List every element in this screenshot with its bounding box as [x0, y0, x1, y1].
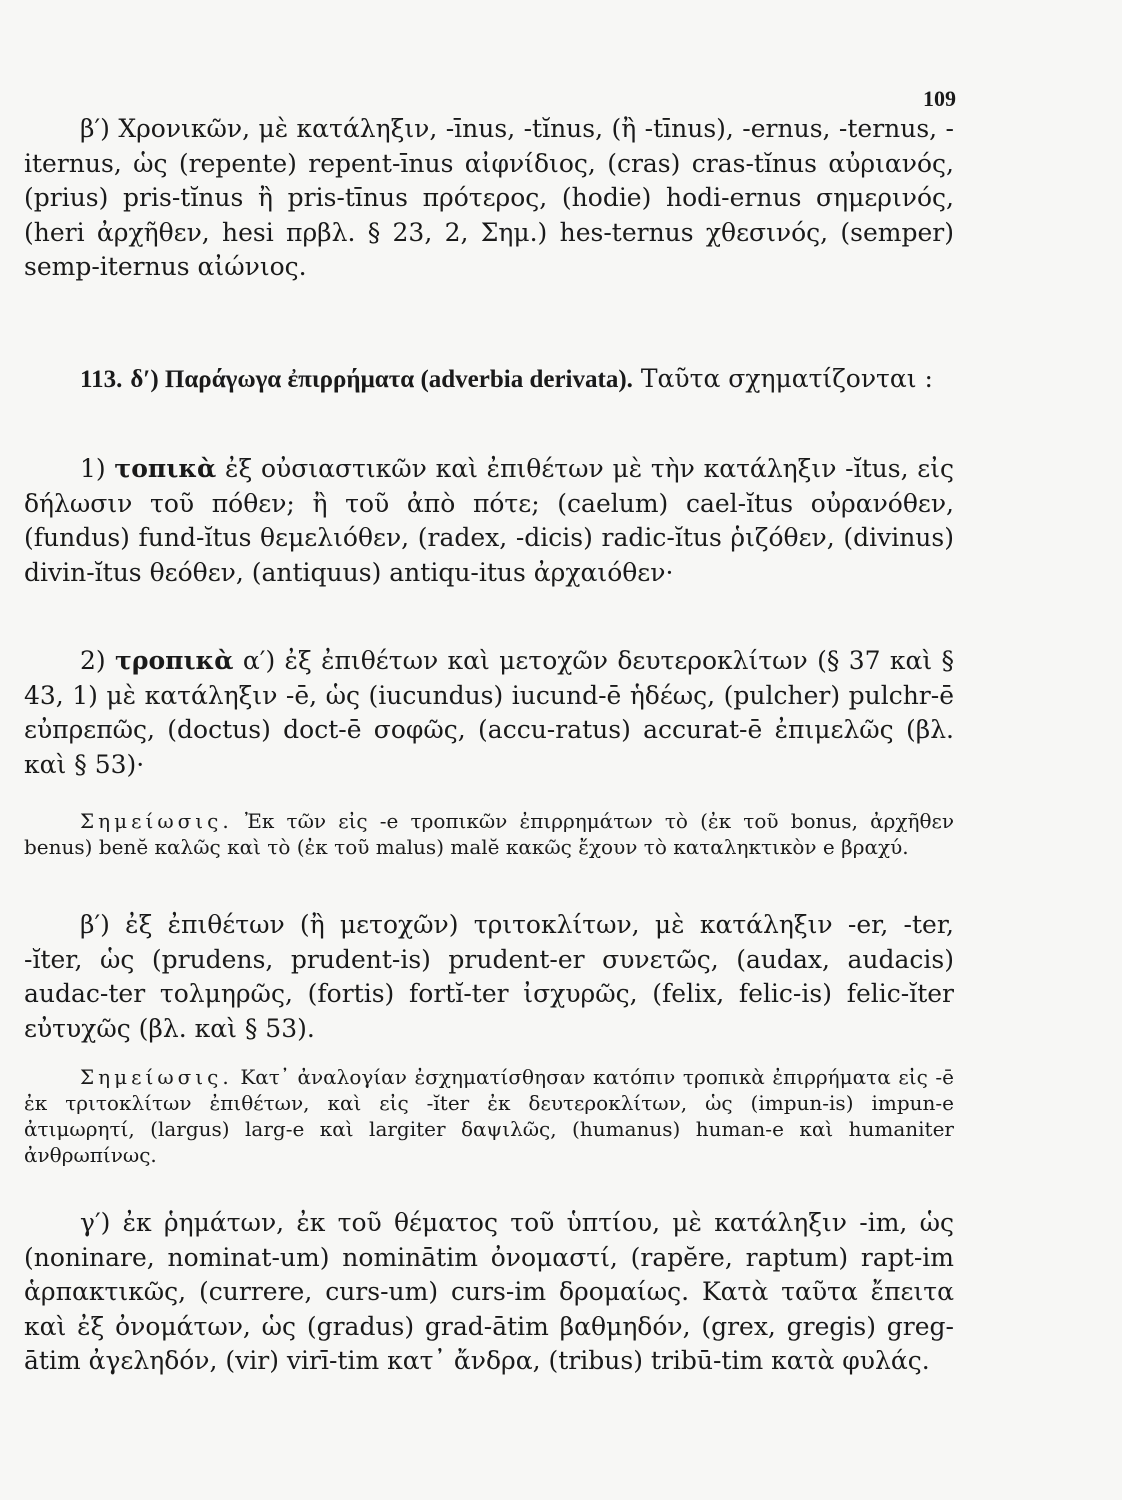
paragraph-modal-adverbs-a: [24, 644, 954, 782]
paragraph-modal-adverbs-b: β′) ἐξ ἐπιθέτων (ἢ μετοχῶν) τριτοκλίτων, μὲ κατάληξιν -er, -ter, -ĭter, ὡς (prudens, prudent-is) prudent-er συνετῶς, (audax, audacis) audac-ter τολμηρῶς, (fortis) fortĭ-ter ἰσχυρῶς, (felix, felic-is) felic-ĭter εὐτυχῶς (βλ. καὶ § 53).: [24, 910, 954, 1043]
note-label: Σημείωσις.: [80, 1065, 233, 1089]
note-1: [24, 808, 954, 860]
note-2: [24, 1064, 954, 1168]
section-intro: Ταῦτα σχηματίζονται :: [640, 364, 933, 393]
paragraph-temporal-adjectives: β′) Χρονικῶν, μὲ κατάληξιν, -īnus, -tĭnus, (ἢ -tīnus), -ernus, -ternus, -iternus, ὡς (repente) repent-īnus αἰφνίδιος, (cras) cras-tĭnus αὐριανός, (prius) pris-tĭnus ἢ pris-tīnus πρότερος, (hodie) hodi-ernus σημερινός, (heri ἀρχῆθεν, hesi πρβλ. § 23, 2, Σημ.) hes-ternus χθεσινός, (semper) semp-iternus αἰώνιος.: [24, 114, 954, 281]
note-text: Κατ᾿ ἀναλογίαν ἐσχηματίσθησαν κατόπιν τροπικὰ ἐπιρρήματα εἰς -ē ἐκ τριτοκλίτων ἐπιθέτων, καὶ εἰς -ĭter ἐκ δευτεροκλίτων, ὡς (impun-is) impun-e ἀτιμωρητί, (largus) larg-e καὶ largiter δαψιλῶς, (humanus) human-e καὶ humaniter ἀνθρωπίνως.: [24, 1065, 955, 1167]
section-title: δ′) Παράγωγα ἐπιρρήματα (adverbia derivata).: [130, 366, 633, 393]
note-label: Σημείωσις.: [80, 809, 233, 833]
paragraph-local-adverbs: [24, 452, 954, 590]
term-modal: τροπικὰ: [115, 646, 234, 675]
book-page: [24, 0, 954, 1500]
item-label: 2): [80, 646, 106, 675]
paragraph-text: α′) ἐξ ἐπιθέτων καὶ μετοχῶν δευτεροκλίτων (§ 37 καὶ § 43, 1) μὲ κατάληξιν -ē, ὡς (iucundus) iucund-ē ἡδέως, (pulcher) pulchr-ē εὐπρεπῶς, (doctus) doct-ē σοφῶς, (accu-ratus) accurat-ē ἐπιμελῶς (βλ. καὶ § 53)·: [24, 646, 955, 779]
note-text: Ἐκ τῶν εἰς -e τροπικῶν ἐπιρρημάτων τὸ (ἐκ τοῦ bonus, ἀρχῆθεν benus) benĕ καλῶς καὶ τὸ (ἐκ τοῦ malus) malĕ κακῶς ἔχουν τὸ καταληκτικὸν e βραχύ.: [24, 809, 955, 859]
term-local: τοπικὰ: [114, 454, 217, 483]
page-number: 109: [923, 86, 956, 111]
paragraph-text: ἐξ οὐσιαστικῶν καὶ ἐπιθέτων μὲ τὴν κατάληξιν -ĭtus, εἰς δήλωσιν τοῦ πόθεν; ἢ τοῦ ἀπὸ πότε; (caelum) cael-ĭtus οὐρανόθεν, (fundus) fund-ĭtus θεμελιόθεν, (radex, -dicis) radic-ĭtus ῥιζόθεν, (divinus) divin-ĭtus θεόθεν, (antiquus) antiqu-itus ἀρχαιόθεν·: [24, 454, 955, 587]
item-label: 1): [80, 454, 106, 483]
section-number: 113.: [80, 366, 123, 393]
section-113: [24, 362, 954, 398]
paragraph-modal-adverbs-c: γ′) ἐκ ῥημάτων, ἐκ τοῦ θέματος τοῦ ὑπτίου, μὲ κατάληξιν -im, ὡς (noninare, nominat-um) nominātim ὀνομαστί, (rapĕre, raptum) rapt-im ἁρπακτικῶς, (currere, curs-um) curs-im δρομαίως. Κατὰ ταῦτα ἔπειτα καὶ ἐξ ὀνομάτων, ὡς (gradus) grad-ātim βαθμηδόν, (grex, gregis) greg-ātim ἀγεληδόν, (vir) virī-tim κατ᾿ ἄνδρα, (tribus) tribū-tim κατὰ φυλάς.: [24, 1208, 954, 1375]
